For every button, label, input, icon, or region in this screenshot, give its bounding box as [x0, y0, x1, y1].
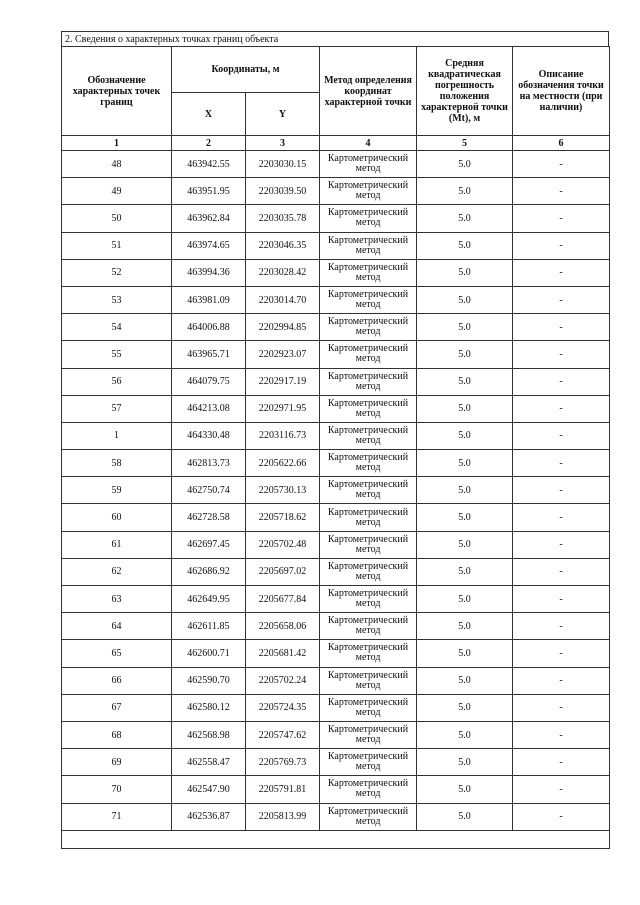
- coord-x-cell: 462547.90: [172, 776, 246, 803]
- point-id-cell: 65: [62, 640, 172, 667]
- coord-x-cell: 462697.45: [172, 531, 246, 558]
- document-sheet: [61, 31, 609, 849]
- accuracy-cell: 5.0: [417, 558, 513, 585]
- table-row: [62, 450, 610, 477]
- boundary-points-table: [61, 46, 610, 849]
- table-row: [62, 803, 610, 830]
- accuracy-cell: 5.0: [417, 531, 513, 558]
- description-cell: -: [513, 803, 610, 830]
- accuracy-cell: 5.0: [417, 205, 513, 232]
- method-cell: Картометрический метод: [320, 721, 417, 748]
- coord-x-cell: 463994.36: [172, 259, 246, 286]
- point-id-cell: 71: [62, 803, 172, 830]
- coord-x-cell: 462580.12: [172, 694, 246, 721]
- accuracy-cell: 5.0: [417, 286, 513, 313]
- table-row: [62, 341, 610, 368]
- column-number: 4: [320, 136, 417, 151]
- accuracy-cell: 5.0: [417, 368, 513, 395]
- table-row: [62, 586, 610, 613]
- method-cell: Картометрический метод: [320, 314, 417, 341]
- method-cell: Картометрический метод: [320, 504, 417, 531]
- table-row: [62, 151, 610, 178]
- point-id-cell: 63: [62, 586, 172, 613]
- empty-footer-cell: [62, 830, 610, 848]
- point-id-cell: 51: [62, 232, 172, 259]
- coord-y-cell: 2203046.35: [246, 232, 320, 259]
- description-cell: -: [513, 776, 610, 803]
- coord-y-cell: 2205677.84: [246, 586, 320, 613]
- method-cell: Картометрический метод: [320, 640, 417, 667]
- coord-y-cell: 2205681.42: [246, 640, 320, 667]
- header-designation: Обозначение характерных точек границ: [62, 47, 172, 136]
- description-cell: -: [513, 151, 610, 178]
- point-id-cell: 61: [62, 531, 172, 558]
- coord-x-cell: 462600.71: [172, 640, 246, 667]
- column-number: 1: [62, 136, 172, 151]
- coord-x-cell: 463974.65: [172, 232, 246, 259]
- coord-x-cell: 462558.47: [172, 749, 246, 776]
- column-number: 2: [172, 136, 246, 151]
- coord-y-cell: 2205622.66: [246, 450, 320, 477]
- coord-y-cell: 2205730.13: [246, 477, 320, 504]
- point-id-cell: 52: [62, 259, 172, 286]
- point-id-cell: 60: [62, 504, 172, 531]
- point-id-cell: 53: [62, 286, 172, 313]
- description-cell: -: [513, 286, 610, 313]
- point-id-cell: 70: [62, 776, 172, 803]
- method-cell: Картометрический метод: [320, 395, 417, 422]
- table-row: [62, 776, 610, 803]
- description-cell: -: [513, 531, 610, 558]
- point-id-cell: 69: [62, 749, 172, 776]
- description-cell: -: [513, 504, 610, 531]
- coord-y-cell: 2205702.48: [246, 531, 320, 558]
- method-cell: Картометрический метод: [320, 694, 417, 721]
- coord-x-cell: 464006.88: [172, 314, 246, 341]
- method-cell: Картометрический метод: [320, 368, 417, 395]
- description-cell: -: [513, 721, 610, 748]
- table-row: [62, 232, 610, 259]
- method-cell: Картометрический метод: [320, 613, 417, 640]
- coord-x-cell: 463962.84: [172, 205, 246, 232]
- description-cell: -: [513, 477, 610, 504]
- point-id-cell: 49: [62, 178, 172, 205]
- point-id-cell: 68: [62, 721, 172, 748]
- table-row: [62, 667, 610, 694]
- coord-y-cell: 2205769.73: [246, 749, 320, 776]
- table-row: [62, 422, 610, 449]
- coord-y-cell: 2202917.19: [246, 368, 320, 395]
- coord-y-cell: 2205724.35: [246, 694, 320, 721]
- coord-x-cell: 463942.55: [172, 151, 246, 178]
- coord-y-cell: 2203035.78: [246, 205, 320, 232]
- accuracy-cell: 5.0: [417, 640, 513, 667]
- accuracy-cell: 5.0: [417, 749, 513, 776]
- accuracy-cell: 5.0: [417, 341, 513, 368]
- point-id-cell: 48: [62, 151, 172, 178]
- point-id-cell: 57: [62, 395, 172, 422]
- column-number: 5: [417, 136, 513, 151]
- description-cell: -: [513, 368, 610, 395]
- coord-x-cell: 464213.08: [172, 395, 246, 422]
- method-cell: Картометрический метод: [320, 558, 417, 585]
- accuracy-cell: 5.0: [417, 314, 513, 341]
- coord-y-cell: 2202994.85: [246, 314, 320, 341]
- accuracy-cell: 5.0: [417, 178, 513, 205]
- method-cell: Картометрический метод: [320, 341, 417, 368]
- accuracy-cell: 5.0: [417, 613, 513, 640]
- coord-y-cell: 2205747.62: [246, 721, 320, 748]
- accuracy-cell: 5.0: [417, 151, 513, 178]
- description-cell: -: [513, 259, 610, 286]
- coord-y-cell: 2203028.42: [246, 259, 320, 286]
- coord-y-cell: 2203039.50: [246, 178, 320, 205]
- method-cell: Картометрический метод: [320, 776, 417, 803]
- table-row: [62, 558, 610, 585]
- point-id-cell: 54: [62, 314, 172, 341]
- table-row: [62, 613, 610, 640]
- method-cell: Картометрический метод: [320, 477, 417, 504]
- table-row: [62, 314, 610, 341]
- description-cell: -: [513, 450, 610, 477]
- coord-y-cell: 2205697.02: [246, 558, 320, 585]
- table-row: [62, 640, 610, 667]
- point-id-cell: 64: [62, 613, 172, 640]
- method-cell: Картометрический метод: [320, 151, 417, 178]
- point-id-cell: 50: [62, 205, 172, 232]
- header-x: X: [172, 93, 246, 136]
- point-id-cell: 67: [62, 694, 172, 721]
- accuracy-cell: 5.0: [417, 477, 513, 504]
- description-cell: -: [513, 232, 610, 259]
- description-cell: -: [513, 205, 610, 232]
- column-number: 3: [246, 136, 320, 151]
- method-cell: Картометрический метод: [320, 259, 417, 286]
- description-cell: -: [513, 749, 610, 776]
- point-id-cell: 66: [62, 667, 172, 694]
- coord-x-cell: 462813.73: [172, 450, 246, 477]
- method-cell: Картометрический метод: [320, 450, 417, 477]
- coord-x-cell: 462649.95: [172, 586, 246, 613]
- point-id-cell: 59: [62, 477, 172, 504]
- point-id-cell: 62: [62, 558, 172, 585]
- point-id-cell: 58: [62, 450, 172, 477]
- coord-y-cell: 2202923.07: [246, 341, 320, 368]
- table-row: [62, 721, 610, 748]
- accuracy-cell: 5.0: [417, 232, 513, 259]
- accuracy-cell: 5.0: [417, 721, 513, 748]
- coord-y-cell: 2203014.70: [246, 286, 320, 313]
- header-accuracy: Средняя квадратическая погрешность положения характерной точки (Mt), м: [417, 47, 513, 136]
- description-cell: -: [513, 558, 610, 585]
- method-cell: Картометрический метод: [320, 667, 417, 694]
- method-cell: Картометрический метод: [320, 205, 417, 232]
- description-cell: -: [513, 178, 610, 205]
- table-row: [62, 368, 610, 395]
- accuracy-cell: 5.0: [417, 586, 513, 613]
- coord-y-cell: 2205813.99: [246, 803, 320, 830]
- header-description: Описание обозначения точки на местности (при наличии): [513, 47, 610, 136]
- table-row: [62, 477, 610, 504]
- method-cell: Картометрический метод: [320, 586, 417, 613]
- accuracy-cell: 5.0: [417, 803, 513, 830]
- coord-x-cell: 463965.71: [172, 341, 246, 368]
- table-row: [62, 178, 610, 205]
- accuracy-cell: 5.0: [417, 776, 513, 803]
- method-cell: Картометрический метод: [320, 178, 417, 205]
- accuracy-cell: 5.0: [417, 667, 513, 694]
- method-cell: Картометрический метод: [320, 531, 417, 558]
- description-cell: -: [513, 395, 610, 422]
- method-cell: Картометрический метод: [320, 422, 417, 449]
- table-row: [62, 286, 610, 313]
- coord-y-cell: 2205658.06: [246, 613, 320, 640]
- table-footer-row: [62, 830, 610, 848]
- section-title: 2. Сведения о характерных точках границ объекта: [61, 31, 609, 46]
- coord-y-cell: 2205702.24: [246, 667, 320, 694]
- coord-x-cell: 462536.87: [172, 803, 246, 830]
- coord-x-cell: 463951.95: [172, 178, 246, 205]
- coord-x-cell: 462728.58: [172, 504, 246, 531]
- method-cell: Картометрический метод: [320, 286, 417, 313]
- description-cell: -: [513, 613, 610, 640]
- method-cell: Картометрический метод: [320, 803, 417, 830]
- accuracy-cell: 5.0: [417, 395, 513, 422]
- description-cell: -: [513, 422, 610, 449]
- coord-x-cell: 464330.48: [172, 422, 246, 449]
- table-row: [62, 205, 610, 232]
- header-y: Y: [246, 93, 320, 136]
- table-row: [62, 749, 610, 776]
- point-id-cell: 55: [62, 341, 172, 368]
- header-coordinates: Координаты, м: [172, 47, 320, 93]
- accuracy-cell: 5.0: [417, 422, 513, 449]
- coord-x-cell: 462611.85: [172, 613, 246, 640]
- method-cell: Картометрический метод: [320, 749, 417, 776]
- table-row: [62, 259, 610, 286]
- header-method: Метод определения координат характерной точки: [320, 47, 417, 136]
- coord-x-cell: 462750.74: [172, 477, 246, 504]
- table-body: [62, 151, 610, 831]
- coord-x-cell: 464079.75: [172, 368, 246, 395]
- description-cell: -: [513, 314, 610, 341]
- description-cell: -: [513, 694, 610, 721]
- coord-x-cell: 462568.98: [172, 721, 246, 748]
- table-row: [62, 504, 610, 531]
- coord-y-cell: 2205718.62: [246, 504, 320, 531]
- point-id-cell: 56: [62, 368, 172, 395]
- coord-x-cell: 463981.09: [172, 286, 246, 313]
- accuracy-cell: 5.0: [417, 504, 513, 531]
- coord-y-cell: 2205791.81: [246, 776, 320, 803]
- accuracy-cell: 5.0: [417, 450, 513, 477]
- accuracy-cell: 5.0: [417, 694, 513, 721]
- description-cell: -: [513, 586, 610, 613]
- coord-y-cell: 2203116.73: [246, 422, 320, 449]
- table-row: [62, 531, 610, 558]
- coord-x-cell: 462590.70: [172, 667, 246, 694]
- table-row: [62, 694, 610, 721]
- method-cell: Картометрический метод: [320, 232, 417, 259]
- coord-y-cell: 2203030.15: [246, 151, 320, 178]
- description-cell: -: [513, 667, 610, 694]
- accuracy-cell: 5.0: [417, 259, 513, 286]
- description-cell: -: [513, 341, 610, 368]
- point-id-cell: 1: [62, 422, 172, 449]
- coord-y-cell: 2202971.95: [246, 395, 320, 422]
- description-cell: -: [513, 640, 610, 667]
- table-row: [62, 395, 610, 422]
- column-number: 6: [513, 136, 610, 151]
- coord-x-cell: 462686.92: [172, 558, 246, 585]
